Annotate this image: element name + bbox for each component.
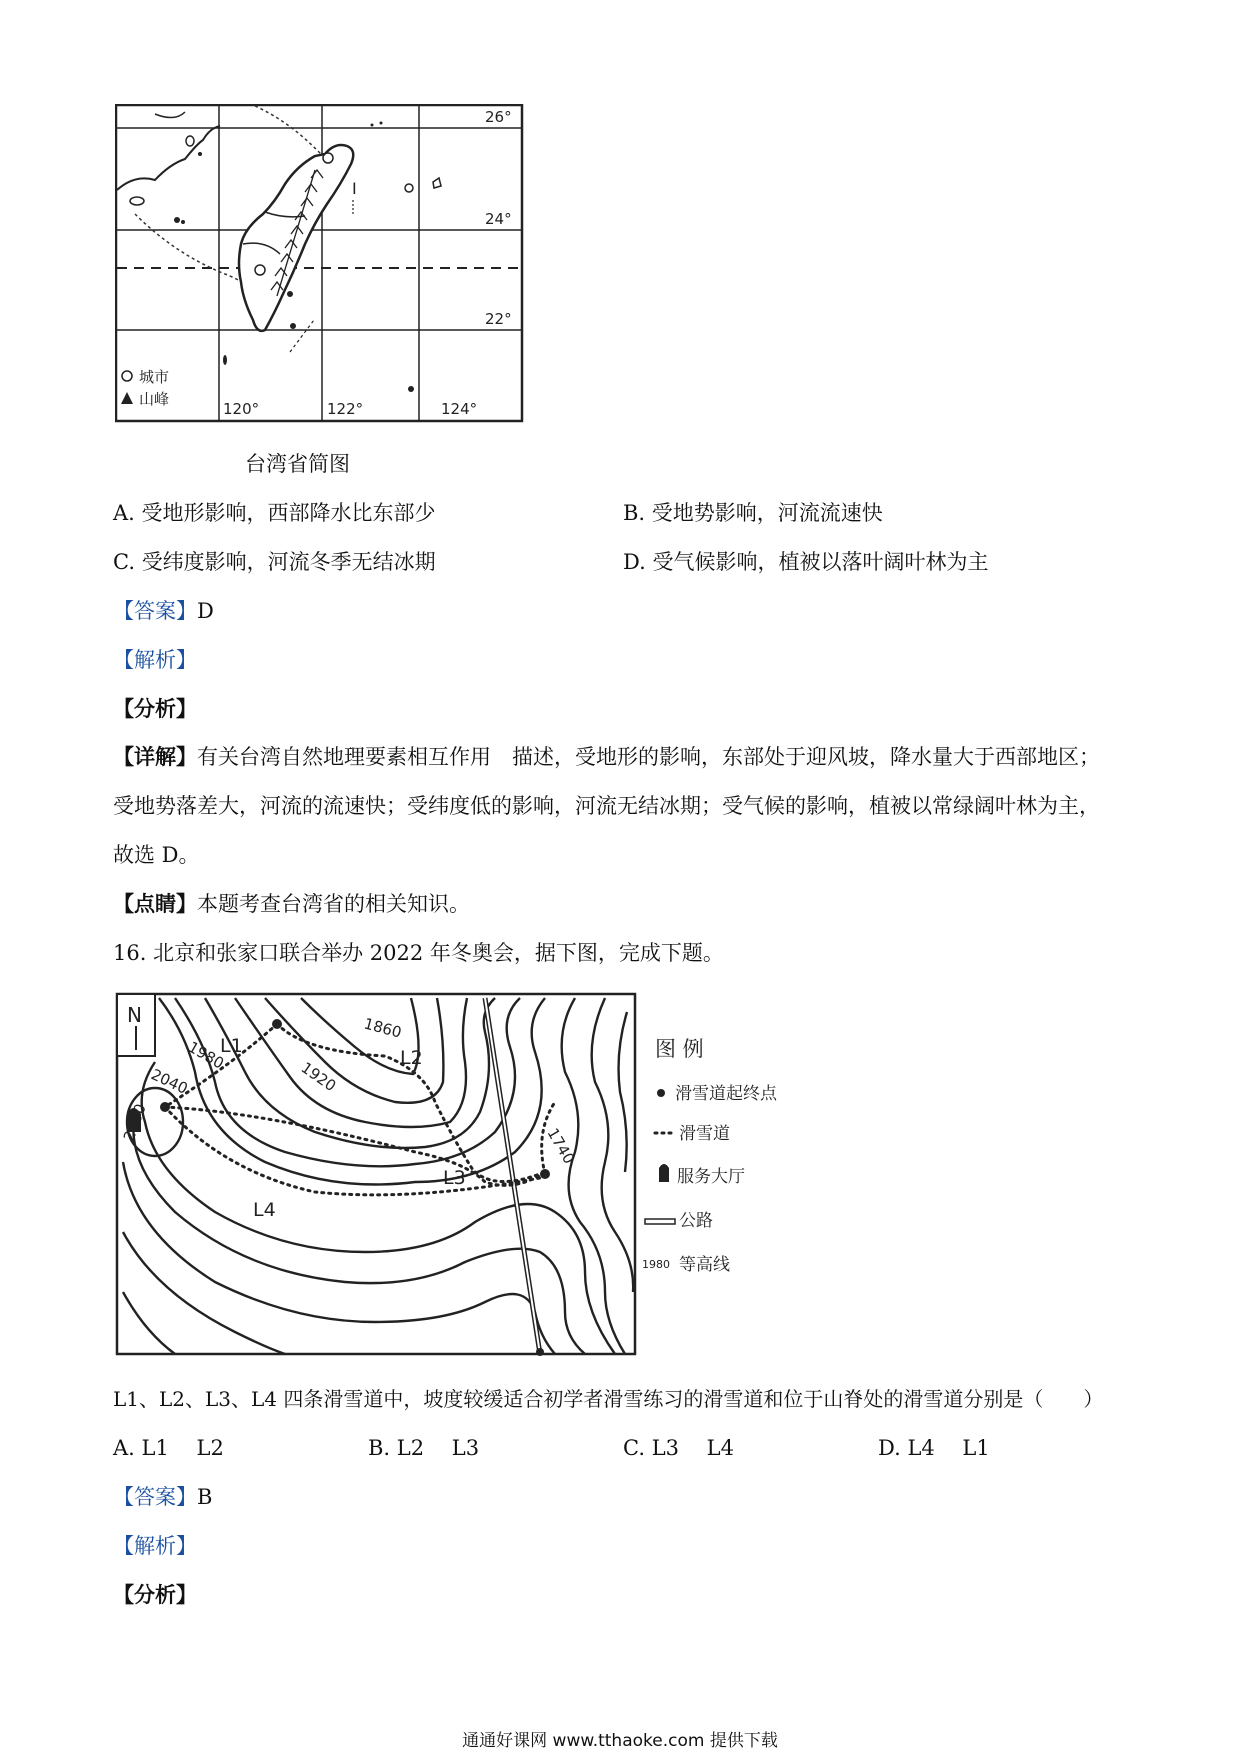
contour-label: 2100 [119, 1101, 150, 1144]
hall-legend-icon [659, 1164, 669, 1182]
q16-option-d: D. L4 L1 [878, 1436, 990, 1460]
q16-analysis-label: 【解析】 [113, 1534, 197, 1558]
contour-label: 1980 [185, 1037, 228, 1073]
q16-stem: 16. 北京和张家口联合举办 2022 年冬奥会，据下图，完成下题。 [113, 941, 724, 965]
q15-detail-line: 受地势落差大，河流的流速快；受纬度低的影响，河流无结冰期；受气候的影响，植被以常绿阔叶林为主， [113, 794, 1100, 818]
q15-detail-line: 【详解】有关台湾自然地理要素相互作用 描述，受地形的影响，东部处于迎风坡，降水量大于西部地区； [113, 744, 1100, 769]
legend-title: 图 例 [655, 1037, 704, 1061]
legend-contour-sample: 1980 [642, 1258, 670, 1271]
legend-endpoint-label: 滑雪道起终点 [675, 1084, 777, 1104]
q15-option-a: A. 受地形影响，西部降水比东部少 [113, 501, 436, 525]
north-arrow-icon: N [127, 1003, 142, 1027]
lat-label: 26° [485, 108, 512, 126]
legend-peak-label: 山峰 [139, 390, 170, 408]
lon-label: 120° [223, 400, 260, 418]
lon-label: 124° [441, 400, 478, 418]
q15-dianjing: 【点睛】本题考查台湾省的相关知识。 [113, 891, 470, 916]
trail-label: L3 [443, 1167, 466, 1189]
q16-option-a: A. L1 L2 [113, 1436, 224, 1460]
legend-city-label: 城市 [139, 368, 170, 386]
page-footer: 通通好课网 www.tthaoke.com 提供下载 [462, 1731, 778, 1751]
q16-question: L1、L2、L3、L4 四条滑雪道中，坡度较缓适合初学者滑雪练习的滑雪道和位于山脊处的滑雪道分别是（ ） [113, 1387, 1104, 1411]
trail-endpoint [160, 1102, 170, 1112]
peak-marker: I [352, 179, 357, 198]
map1-caption: 台湾省简图 [245, 452, 350, 476]
q15-option-c: C. 受纬度影响，河流冬季无结冰期 [113, 550, 436, 574]
trail-endpoint [536, 1348, 544, 1356]
endpoint-legend-icon [657, 1089, 665, 1097]
q16-fenxi-label: 【分析】 [113, 1582, 197, 1607]
trail-endpoint [540, 1169, 550, 1179]
q15-answer: 【答案】D [113, 599, 214, 623]
q15-analysis-label: 【解析】 [113, 648, 197, 672]
q15-option-b: B. 受地势影响，河流流速快 [623, 501, 883, 525]
city-legend-icon [122, 371, 132, 381]
q15-option-d: D. 受气候影响，植被以落叶阔叶林为主 [623, 550, 989, 574]
taiwan-map [115, 104, 525, 426]
lat-label: 24° [485, 210, 512, 228]
trail-endpoint [272, 1019, 282, 1029]
legend-hall-label: 服务大厅 [677, 1167, 745, 1187]
legend-trail-label: 滑雪道 [679, 1124, 730, 1144]
ski-contour-map [115, 992, 795, 1358]
q16-option-b: B. L2 L3 [368, 1436, 480, 1460]
contour-label: 2040 [148, 1065, 191, 1098]
lon-label: 122° [327, 400, 364, 418]
road-legend-icon [645, 1219, 675, 1224]
q15-detail-line: 故选 D。 [113, 843, 200, 867]
lat-label: 22° [485, 310, 512, 328]
contour-label: 1860 [361, 1014, 404, 1042]
legend-contour-label: 等高线 [679, 1255, 730, 1275]
legend-road-label: 公路 [679, 1211, 713, 1231]
q15-fenxi-label: 【分析】 [113, 696, 197, 721]
trail-label: L1 [220, 1035, 243, 1057]
contour-label: 1740 [543, 1125, 579, 1168]
contour-label: 1920 [297, 1058, 340, 1096]
trail-label: L2 [400, 1047, 423, 1069]
q16-option-c: C. L3 L4 [623, 1436, 734, 1460]
trail-label: L4 [253, 1199, 276, 1221]
q16-answer: 【答案】B [113, 1485, 213, 1509]
